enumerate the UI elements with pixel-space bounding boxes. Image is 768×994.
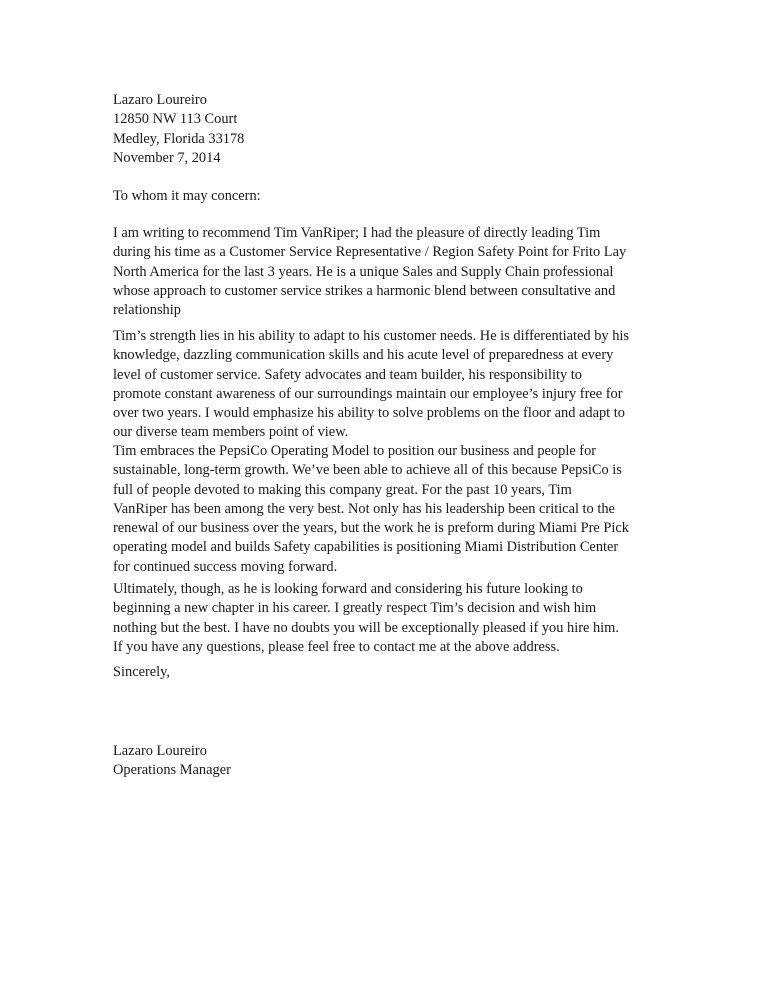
paragraph-line: over two years. I would emphasize his ability to solve problems on the floor and adapt to [113, 405, 625, 422]
paragraph-line: whose approach to customer service strikes a harmonic blend between consultative and [113, 282, 616, 299]
paragraph-line: Tim embraces the PepsiCo Operating Model to position our business and people for [113, 443, 597, 459]
paragraph-line: Tim’s strength lies in his ability to adapt to his customer needs. He is differentiated by his [113, 328, 630, 344]
paragraph-operating-model [113, 442, 658, 577]
signature-block [113, 742, 658, 781]
paragraph-line: knowledge, dazzling communication skills and his acute level of preparedness at every [113, 347, 614, 364]
signature-title: Operations Manager [113, 762, 231, 779]
paragraph-line: during his time as a Customer Service Representative / Region Safety Point for Frito Lay [113, 244, 627, 261]
paragraph-line: North America for the last 3 years. He is a unique Sales and Supply Chain professional [113, 263, 614, 280]
paragraph-line: nothing but the best. I have no doubts you will be exceptionally pleased if you hire him. [113, 619, 619, 636]
sender-name: Lazaro Loureiro [113, 92, 207, 108]
paragraph-line: sustainable, long-term growth. We’ve been able to achieve all of this because PepsiCo is [113, 462, 622, 479]
sender-street: 12850 NW 113 Court [113, 111, 238, 128]
paragraph-line: level of customer service. Safety advocates and team builder, his responsibility to [113, 366, 582, 383]
paragraph-line: for continued success moving forward. [113, 558, 338, 575]
signature-name: Lazaro Loureiro [113, 743, 207, 759]
paragraph-strengths [113, 327, 658, 443]
closing-text: Sincerely, [113, 664, 171, 680]
paragraph-line: I am writing to recommend Tim VanRiper; I had the pleasure of directly leading Tim [113, 225, 601, 241]
paragraph-line: our diverse team members point of view. [113, 424, 349, 441]
paragraph-line: promote constant awareness of our surroundings maintain our employee’s injury free for [113, 385, 623, 402]
paragraph-recommendation [113, 224, 658, 320]
paragraph-line: full of people devoted to making this company great. For the past 10 years, Tim [113, 481, 572, 498]
paragraph-line: VanRiper has been among the very best. Not only has his leadership been critical to the [113, 500, 615, 517]
paragraph-line: renewal of our business over the years, but the work he is preform during Miami Pre Pick [113, 520, 629, 537]
paragraph-line: Ultimately, though, as he is looking forward and considering his future looking to [113, 581, 583, 597]
paragraph-line: operating model and builds Safety capabilities is positioning Miami Distribution Center [113, 539, 619, 556]
paragraph-conclusion [113, 580, 658, 657]
sender-address-block [113, 91, 658, 168]
paragraph-line: relationship [113, 302, 181, 319]
paragraph-line: If you have any questions, please feel free to contact me at the above address. [113, 638, 560, 655]
paragraph-line: beginning a new chapter in his career. I greatly respect Tim’s decision and wish him [113, 600, 597, 617]
closing [113, 663, 658, 682]
salutation [113, 187, 658, 206]
salutation-text: To whom it may concern: [113, 188, 261, 204]
sender-city-line: Medley, Florida 33178 [113, 130, 245, 147]
letter-date: November 7, 2014 [113, 149, 221, 166]
